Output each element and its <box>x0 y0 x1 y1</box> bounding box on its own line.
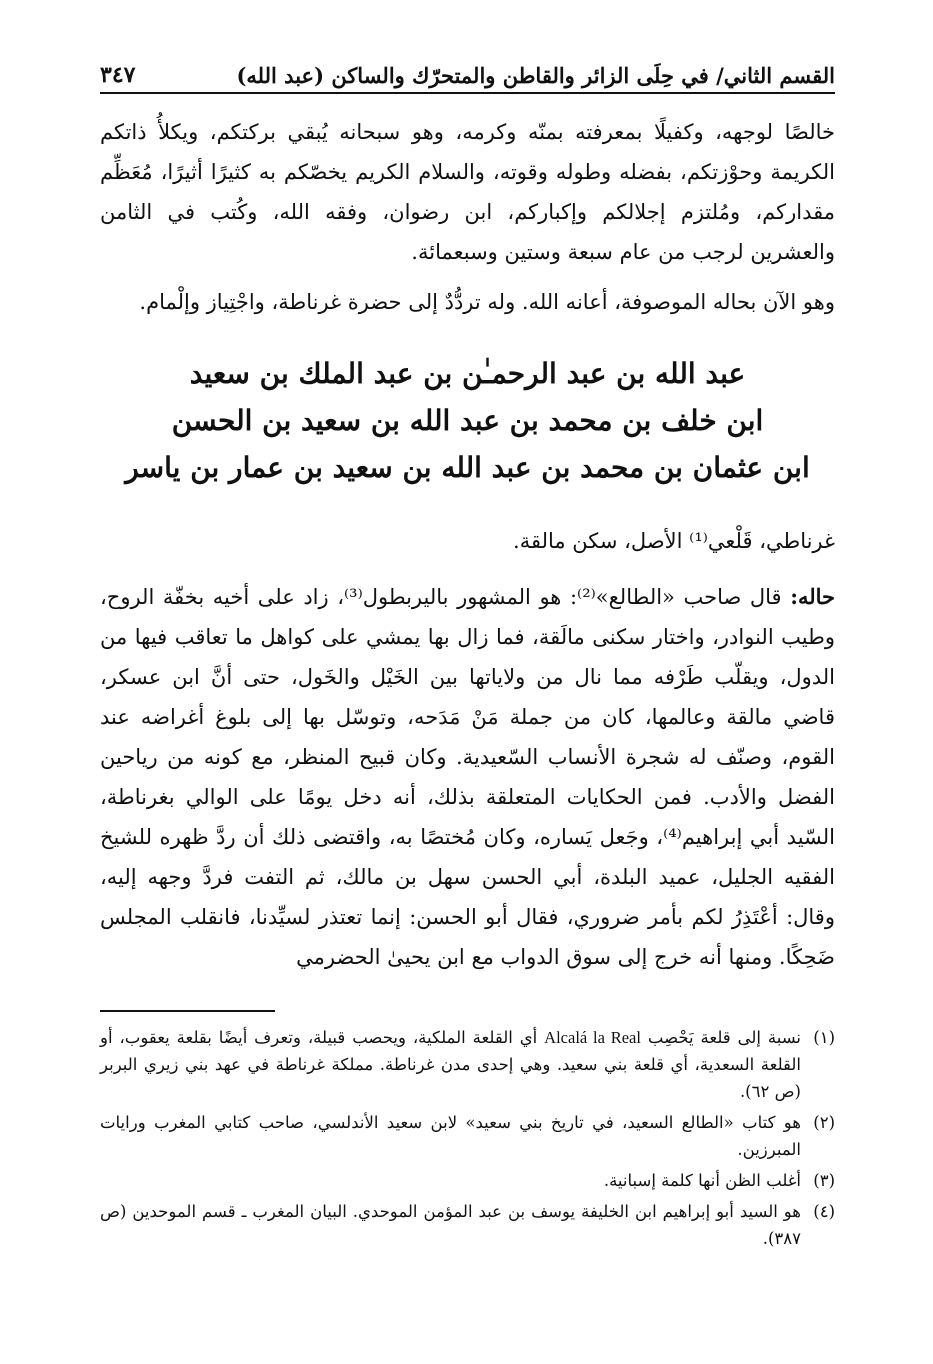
footnote-text: أغلب الظن أنها كلمة إسبانية. <box>603 1171 801 1190</box>
footnote-text <box>100 1024 801 1105</box>
paragraph-current-status: وهو الآن بحاله الموصوفة، أعانه الله. وله تردُّدٌ إلى حضرة غرناطة، واجْتِياز وإلْمام. <box>139 290 835 314</box>
footnote-item <box>100 1109 835 1163</box>
running-header-title: القسم الثاني/ في حِلَى الزائر والقاطن والمتحرّك والساكن (عبد الله) <box>236 63 835 88</box>
footnote-text: هو السيد أبو إبراهيم ابن الخليفة يوسف بن عبد المؤمن الموحدي. البيان المغرب ـ قسم الموحدين (ص ٣٨٧). <box>100 1202 801 1248</box>
footnote-latin-term: Alcalá la Real <box>544 1028 641 1047</box>
heading-line-1: عبد الله بن عبد الرحمـٰن بن عبد الملك بن سعيد <box>189 357 746 390</box>
footnote-text-part: نسبة إلى قلعة يَحْصِب <box>647 1028 802 1047</box>
heading-line-2: ابن خلف بن محمد بن عبد الله بن سعيد بن الحسن <box>171 404 764 437</box>
paragraph-hal <box>100 577 835 977</box>
footnote-text-part: أي القلعة الملكية، ويحصب قبيلة، وتعرف أيضًا بقلعة يعقوب، أو القلعة السعدية، أي قلعة بني سعيد. وهي إحدى مدن غرناطة. مملكة غرناطة في عهد بني زيري البربر (ص ٦٢). <box>100 1028 801 1101</box>
paragraph-letter-closing: خالصًا لوجهه، وكفيلًا بمعرفته بمنّه وكرمه، وهو سبحانه يُبقي بركتكم، ويكلأُ ذاتكم الكريمة وحوْزتكم، بفضله وطوله وقوته، والسلام الكريم يخصّكم به كثيرًا أثيرًا، مُعَظِّم مقداركم، ومُلتزم إجلالكم وإكباركم، ابن رضوان، وفقه الله، وكُتب في الثامن والعشرين لرجب من عام سبعة وستين وسبعمائة. <box>100 120 835 264</box>
page-number: ٣٤٧ <box>100 62 136 88</box>
main-text <box>100 112 835 977</box>
heading-line-3: ابن عثمان بن محمد بن عبد الله بن سعيد بن عمار بن ياسر <box>125 451 810 484</box>
footnote-item <box>100 1167 835 1194</box>
header-rule <box>100 92 835 94</box>
footnote-item <box>100 1024 835 1105</box>
biography-intro: غرناطي، قَلْعي⁽¹⁾ الأصل، سكن مالقة. <box>513 529 835 553</box>
footnote-text: هو كتاب «الطالع السعيد، في تاريخ بني سعيد» لابن سعيد الأندلسي، صاحب كتابي المغرب ورايات المبرزين. <box>100 1113 801 1159</box>
biography-heading <box>100 350 835 491</box>
running-header <box>100 50 835 88</box>
hal-label: حاله: <box>790 584 835 609</box>
footnote-number: (٤) <box>813 1202 835 1221</box>
footnote-number: (٣) <box>813 1171 835 1190</box>
book-page <box>100 50 835 1256</box>
footnote-separator <box>100 1010 275 1012</box>
hal-text: قال صاحب «الطالع»⁽²⁾: هو المشهور باليربطول⁽³⁾، زاد على أخيه بخفّة الروح، وطيب النوادر، واختار سكنى مالَقة، فما زال بها يمشي على كواهل ما تعاقب فيها من الدول، ويقلّب طَرْفه مما نال من ولاياتها بين الخَيْل والخَول، حتى أنَّ ابن عسكر، قاضي مالقة وعالمها، كان من جملة مَنْ مَدَحه، وتوسّل بها إلى بلوغ أغراضه عند القوم، وصنّف له شجرة الأنساب السّعيدية. وكان قبيح المنظر، مع كونه من رياحين الفضل والأدب. فمن الحكايات المتعلقة بذلك، أنه دخل يومًا على الوالي بغرناطة، السّيد أبي إبراهيم⁽⁴⁾، وجَعل يَساره، وكان مُختصًا به، واقتضى ذلك أن ردَّ ظهره للشيخ الفقيه الجليل، عميد البلدة، أبي الحسن سهل بن مالك، ثم التفت فردَّ وجهه إليه، وقال: أعْتَذِرُ لكم بأمر ضروري، فقال أبو الحسن: إنما تعتذر لسيِّدنا، فانقلب المجلس ضَحِكًا. ومنها أنه خرج إلى سوق الدواب مع ابن يحيىٰ الحضرمي <box>100 585 835 969</box>
footnote-item <box>100 1198 835 1252</box>
footnotes <box>100 1024 835 1252</box>
footnote-number: (٢) <box>813 1113 835 1132</box>
footnote-number: (١) <box>813 1028 835 1047</box>
